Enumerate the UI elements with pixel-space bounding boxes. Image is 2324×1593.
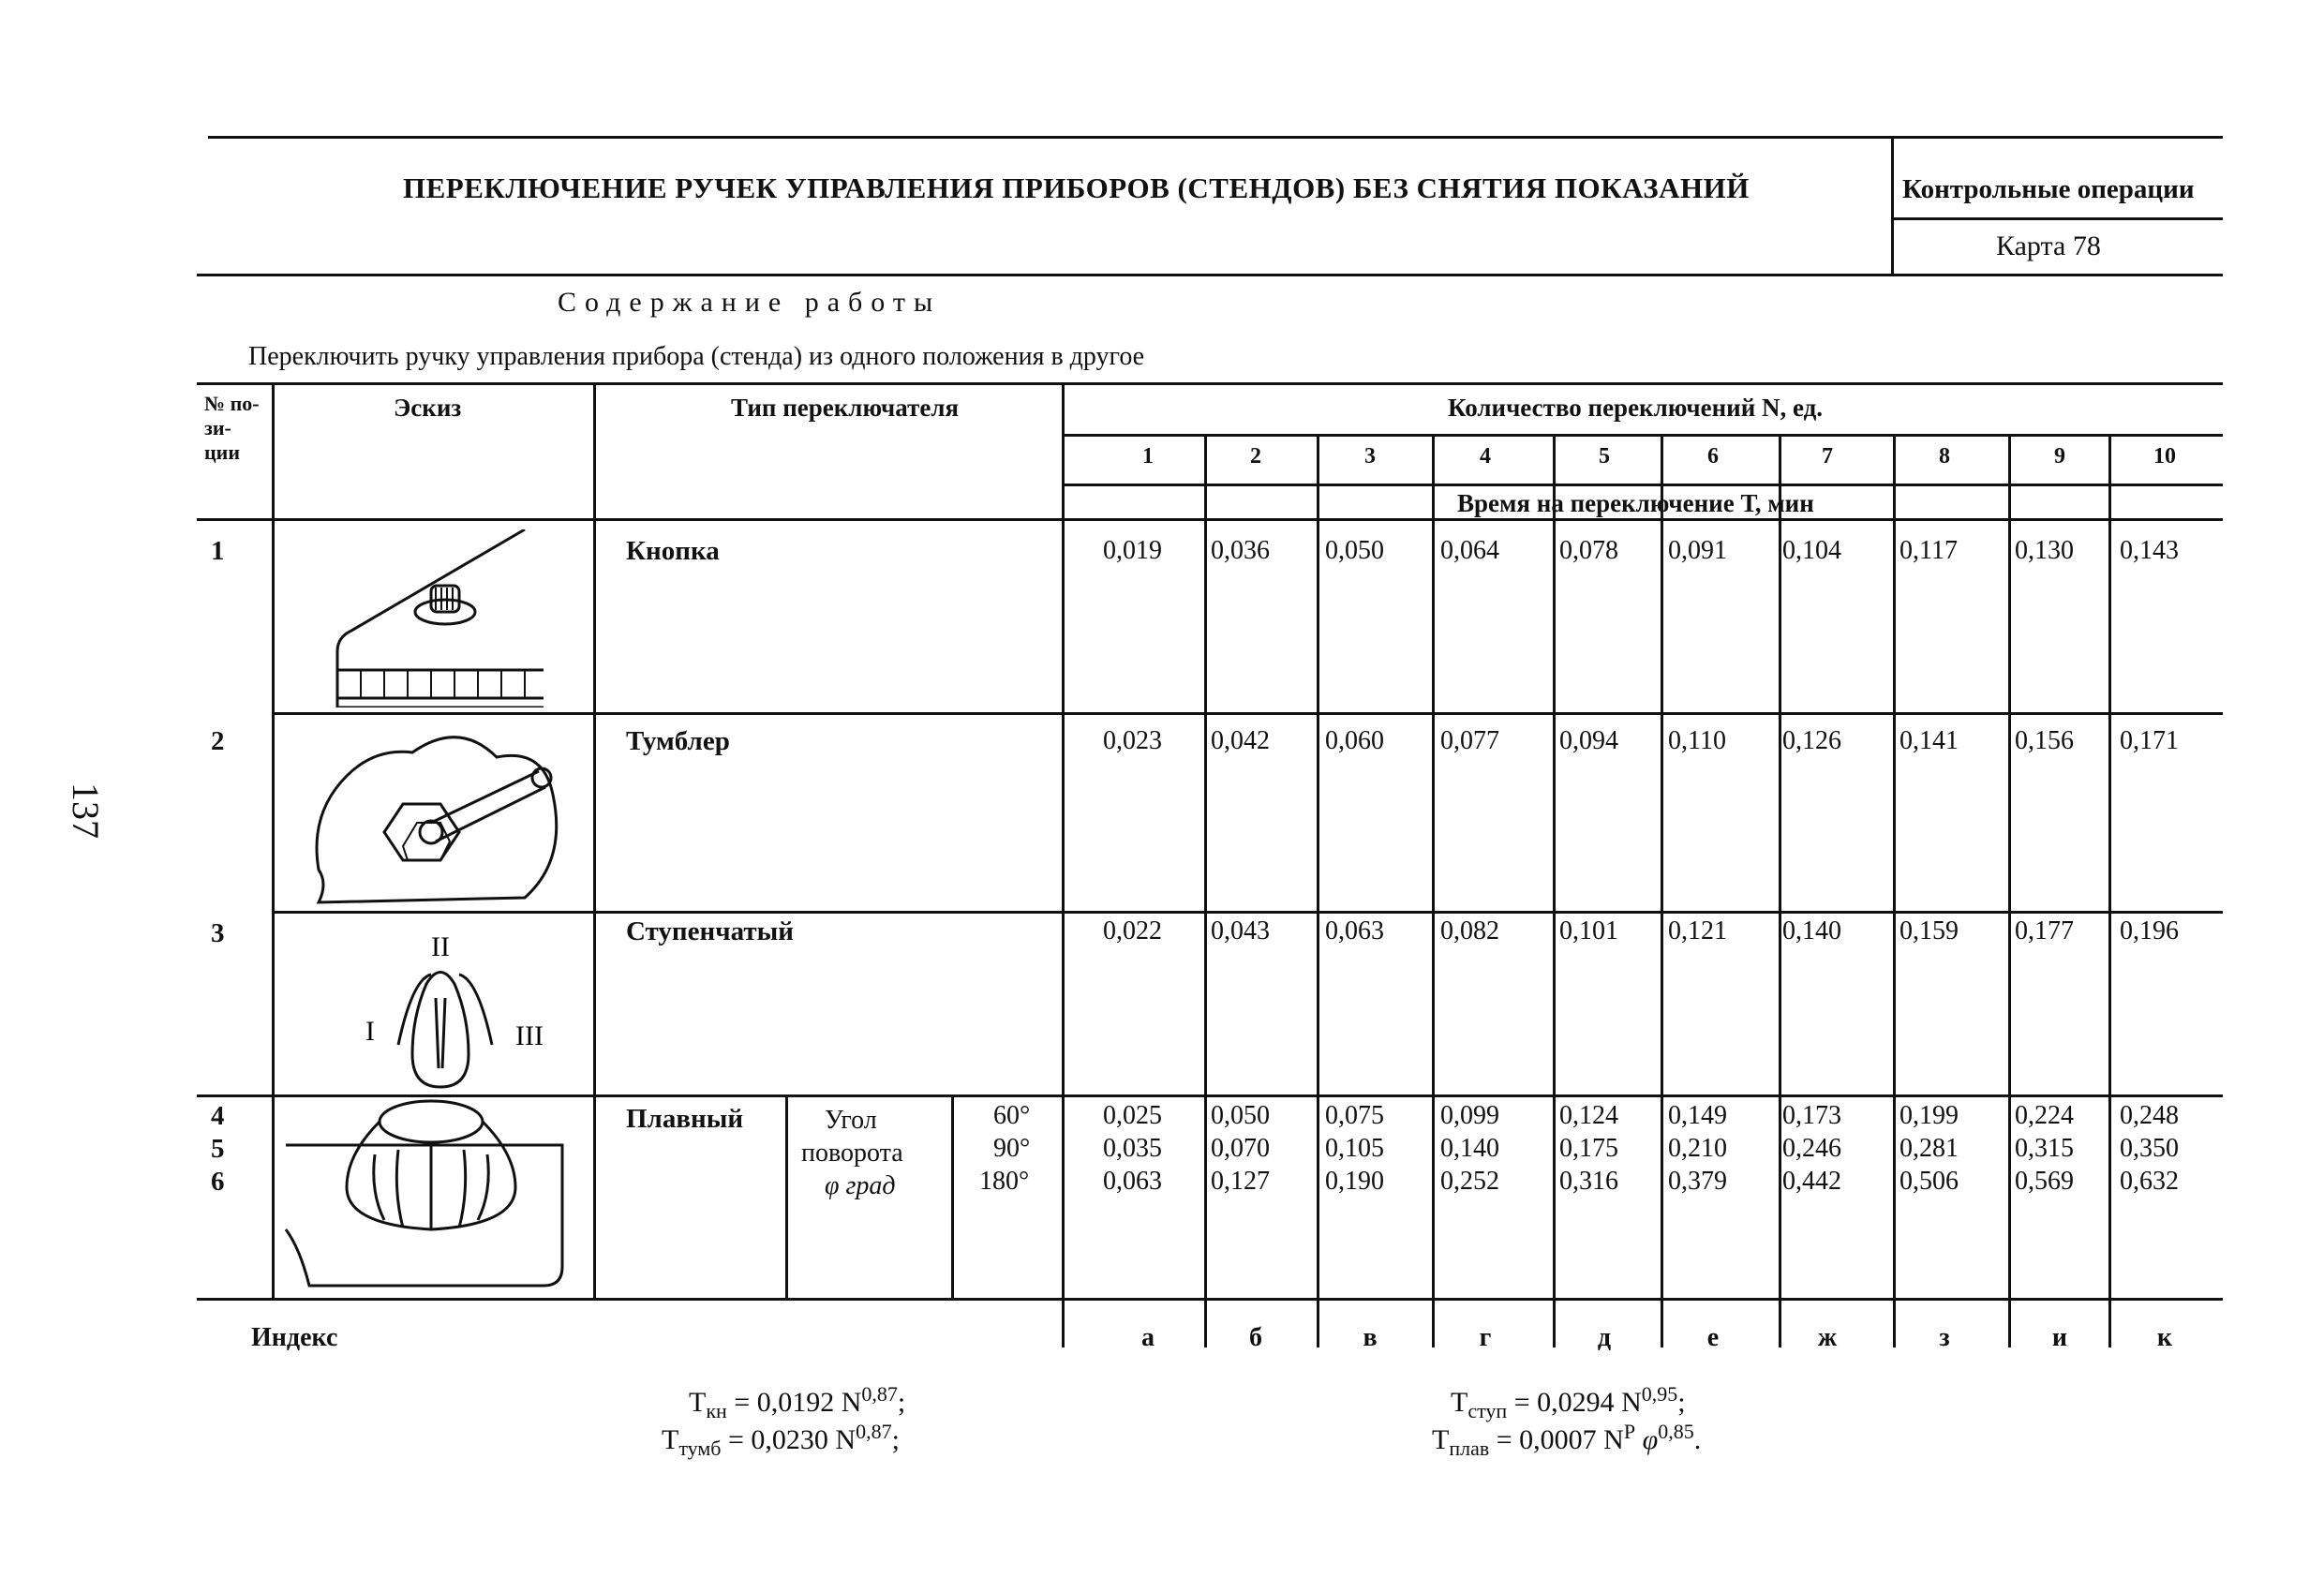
angle-label-3: φ град xyxy=(825,1171,896,1200)
angle-90: 90° xyxy=(993,1134,1031,1163)
n-value-9: 9 xyxy=(2054,444,2065,469)
index-value-2: б xyxy=(1249,1323,1262,1352)
index-value-4: г xyxy=(1479,1323,1492,1352)
time-cell: 0,173 xyxy=(1782,1101,1841,1130)
time-cell: 0,124 xyxy=(1559,1101,1618,1130)
f4-eq: = 0,0007 N xyxy=(1496,1424,1624,1455)
time-cell: 0,127 xyxy=(1211,1167,1270,1196)
time-cell: 0,130 xyxy=(2015,536,2074,565)
time-cell: 0,078 xyxy=(1559,536,1618,565)
n-value-10: 10 xyxy=(2153,444,2176,469)
row-pos-4: 4 xyxy=(211,1101,225,1131)
sketch-label-1: I xyxy=(365,1016,375,1047)
top-rule xyxy=(208,136,2223,139)
formula-smooth xyxy=(1432,1420,1701,1461)
card-label: Карта 78 xyxy=(1996,231,2101,261)
f4-t: Т xyxy=(1432,1424,1450,1455)
time-cell: 0,315 xyxy=(2015,1134,2074,1163)
time-cell: 0,117 xyxy=(1899,536,1958,565)
time-cell: 0,043 xyxy=(1211,916,1270,945)
n-value-6: 6 xyxy=(1707,444,1719,469)
time-cell: 0,050 xyxy=(1325,536,1384,565)
f1-eq: = 0,0192 N xyxy=(734,1387,862,1418)
time-cell: 0,246 xyxy=(1782,1134,1841,1163)
formula-button xyxy=(689,1382,905,1423)
formula-step xyxy=(1451,1382,1686,1423)
f4-sup-p: P xyxy=(1623,1420,1636,1443)
time-cell: 0,196 xyxy=(2120,916,2179,945)
time-cell: 0,632 xyxy=(2120,1167,2179,1196)
time-cell: 0,104 xyxy=(1782,536,1841,565)
row-pos-3: 3 xyxy=(211,918,225,948)
col-line-n5 xyxy=(1661,434,1663,1347)
header-bottom-rule xyxy=(197,274,2223,276)
time-cell: 0,035 xyxy=(1103,1134,1162,1163)
index-value-3: в xyxy=(1363,1323,1378,1352)
time-cell: 0,442 xyxy=(1782,1167,1841,1196)
f4-end: . xyxy=(1693,1424,1702,1455)
type-button: Кнопка xyxy=(626,536,720,566)
time-cell: 0,105 xyxy=(1325,1134,1384,1163)
col-header-count: Количество переключений N, ед. xyxy=(1448,394,1824,422)
formula-toggle xyxy=(662,1420,900,1461)
col-line-n1 xyxy=(1204,434,1207,1347)
n-value-5: 5 xyxy=(1599,444,1610,469)
time-cell: 0,060 xyxy=(1325,726,1384,755)
time-cell: 0,141 xyxy=(1899,726,1959,755)
col-line-type xyxy=(1062,382,1065,1347)
time-cell: 0,075 xyxy=(1325,1101,1384,1130)
f2-t: Т xyxy=(662,1424,679,1455)
col-header-sketch: Эскиз xyxy=(394,394,462,422)
time-cell: 0,199 xyxy=(1899,1101,1959,1130)
time-cell: 0,099 xyxy=(1440,1101,1499,1130)
index-value-5: д xyxy=(1597,1323,1612,1352)
page-title: ПЕРЕКЛЮЧЕНИЕ РУЧЕК УПРАВЛЕНИЯ ПРИБОРОВ (СТЕНДОВ) БЕЗ СНЯТИЯ ПОКАЗАНИЙ xyxy=(403,171,1750,204)
n-value-2: 2 xyxy=(1250,444,1261,469)
angle-label-2: поворота xyxy=(801,1139,903,1168)
index-value-10: к xyxy=(2156,1323,2173,1352)
index-value-8: з xyxy=(1939,1323,1950,1352)
index-value-1: а xyxy=(1141,1323,1155,1352)
header-divider xyxy=(1891,136,1894,275)
col-line-n8 xyxy=(2008,434,2011,1347)
category-label: Контрольные операции xyxy=(1902,174,2195,204)
f3-end: ; xyxy=(1677,1387,1686,1418)
content-text: Переключить ручку управления прибора (стенда) из одного положения в другое xyxy=(248,342,1145,371)
row-pos-6: 6 xyxy=(211,1167,225,1197)
f4-sup: 0,85 xyxy=(1658,1420,1694,1443)
col-line-n2 xyxy=(1317,434,1319,1347)
type-step: Ступенчатый xyxy=(626,916,794,946)
count-rule xyxy=(1062,434,2223,437)
time-cell: 0,110 xyxy=(1668,726,1726,755)
row-pos-2: 2 xyxy=(211,726,225,756)
f1-end: ; xyxy=(897,1387,906,1418)
time-cell: 0,140 xyxy=(1782,916,1841,945)
f1-sup: 0,87 xyxy=(861,1382,898,1406)
f2-sub: тумб xyxy=(678,1437,722,1460)
step-switch-sketch xyxy=(309,923,562,1092)
time-cell: 0,316 xyxy=(1559,1167,1618,1196)
time-cell: 0,190 xyxy=(1325,1167,1384,1196)
time-cell: 0,156 xyxy=(2015,726,2074,755)
time-cell: 0,248 xyxy=(2120,1101,2179,1130)
f2-eq: = 0,0230 N xyxy=(727,1424,857,1455)
time-cell: 0,121 xyxy=(1668,916,1727,945)
col-line-n3 xyxy=(1432,434,1435,1347)
col-line-smooth-1 xyxy=(785,1094,788,1298)
table-top-rule xyxy=(197,382,2223,385)
time-cell: 0,022 xyxy=(1103,916,1162,945)
time-cell: 0,019 xyxy=(1103,536,1162,565)
n-value-1: 1 xyxy=(1142,444,1154,469)
time-cell: 0,063 xyxy=(1325,916,1384,945)
col-line-n9 xyxy=(2108,434,2111,1347)
time-cell: 0,094 xyxy=(1559,726,1618,755)
time-cell: 0,350 xyxy=(2120,1134,2179,1163)
col-header-position: № по-зи-ции xyxy=(204,392,260,464)
time-cell: 0,159 xyxy=(1899,916,1959,945)
row-pos-5: 5 xyxy=(211,1134,225,1164)
time-cell: 0,506 xyxy=(1899,1167,1959,1196)
f3-sup: 0,95 xyxy=(1641,1382,1678,1406)
smooth-knob-sketch xyxy=(281,1098,581,1295)
time-cell: 0,064 xyxy=(1440,536,1499,565)
f4-sub: плав xyxy=(1449,1437,1490,1460)
time-cell: 0,126 xyxy=(1782,726,1841,755)
f2-end: ; xyxy=(891,1424,900,1455)
card-rule xyxy=(1893,217,2223,220)
row-pos-1: 1 xyxy=(211,536,225,566)
content-heading: Содержание работы xyxy=(558,287,942,318)
f3-t: Т xyxy=(1451,1387,1468,1418)
index-value-6: е xyxy=(1706,1323,1720,1352)
time-cell: 0,023 xyxy=(1103,726,1162,755)
time-cell: 0,569 xyxy=(2015,1167,2074,1196)
time-cell: 0,042 xyxy=(1211,726,1270,755)
row-rule-2 xyxy=(272,911,2223,914)
n-value-8: 8 xyxy=(1939,444,1950,469)
sketch-label-2: II xyxy=(431,931,450,962)
time-cell: 0,224 xyxy=(2015,1101,2074,1130)
f1-t: Т xyxy=(689,1387,707,1418)
time-cell: 0,171 xyxy=(2120,726,2179,755)
type-toggle: Тумблер xyxy=(626,726,730,756)
time-cell: 0,050 xyxy=(1211,1101,1270,1130)
f4-phi: φ xyxy=(1635,1424,1659,1455)
time-cell: 0,070 xyxy=(1211,1134,1270,1163)
time-cell: 0,379 xyxy=(1668,1167,1727,1196)
n-value-7: 7 xyxy=(1822,444,1833,469)
time-cell: 0,177 xyxy=(2015,916,2074,945)
time-cell: 0,036 xyxy=(1211,536,1270,565)
time-cell: 0,101 xyxy=(1559,916,1618,945)
col-header-time: Время на переключение Т, мин xyxy=(1457,489,1814,517)
page-number: 137 xyxy=(65,782,107,839)
time-cell: 0,063 xyxy=(1103,1167,1162,1196)
f2-sup: 0,87 xyxy=(856,1420,892,1443)
time-cell: 0,210 xyxy=(1668,1134,1727,1163)
time-cell: 0,149 xyxy=(1668,1101,1727,1130)
index-value-9: и xyxy=(2051,1323,2068,1352)
f1-sub: кн xyxy=(706,1399,727,1422)
header-end-rule xyxy=(197,518,2223,521)
sketch-label-3: III xyxy=(515,1020,544,1051)
f3-eq: = 0,0294 N xyxy=(1513,1387,1642,1418)
n-value-4: 4 xyxy=(1480,444,1491,469)
index-value-7: ж xyxy=(1817,1323,1838,1352)
time-cell: 0,091 xyxy=(1668,536,1727,565)
col-header-type: Тип переключателя xyxy=(731,394,960,422)
f3-sub: ступ xyxy=(1467,1399,1508,1422)
time-cell: 0,281 xyxy=(1899,1134,1959,1163)
row-rule-1 xyxy=(272,712,2223,715)
n-value-3: 3 xyxy=(1364,444,1376,469)
col-line-pos xyxy=(272,382,275,1298)
time-cell: 0,082 xyxy=(1440,916,1499,945)
col-line-n4 xyxy=(1553,434,1556,1347)
angle-180: 180° xyxy=(979,1167,1030,1196)
col-line-n7 xyxy=(1893,434,1896,1347)
col-line-n6 xyxy=(1779,434,1781,1347)
toggle-sketch xyxy=(300,720,572,907)
time-cell: 0,175 xyxy=(1559,1134,1618,1163)
angle-label-1: Угол xyxy=(825,1106,877,1135)
time-cell: 0,143 xyxy=(2120,536,2179,565)
time-cell: 0,025 xyxy=(1103,1101,1162,1130)
time-cell: 0,077 xyxy=(1440,726,1499,755)
type-smooth: Плавный xyxy=(626,1104,744,1134)
table-bottom-rule xyxy=(197,1298,2223,1301)
col-line-sketch xyxy=(593,382,596,1298)
time-cell: 0,140 xyxy=(1440,1134,1499,1163)
row-rule-3 xyxy=(197,1094,2223,1097)
n-row-rule xyxy=(1062,484,2223,486)
button-sketch xyxy=(309,529,562,707)
angle-60: 60° xyxy=(993,1101,1031,1130)
col-line-smooth-2 xyxy=(951,1094,954,1298)
index-label: Индекс xyxy=(251,1323,338,1352)
time-cell: 0,252 xyxy=(1440,1167,1499,1196)
